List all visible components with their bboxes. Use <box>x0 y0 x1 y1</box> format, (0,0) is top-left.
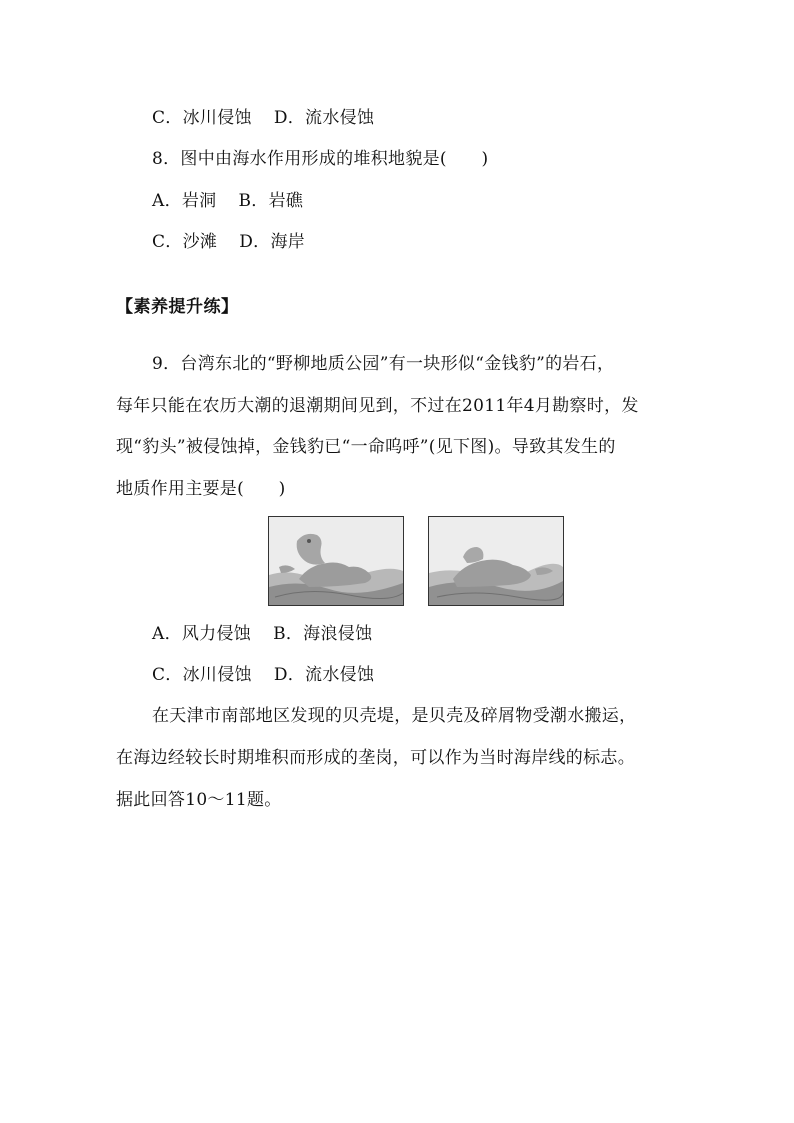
q8-option-c: C．沙滩 <box>152 232 218 252</box>
q9-stem-line-1: 9．台湾东北的“野柳地质公园”有一块形似“金钱豹”的岩石， <box>152 354 615 374</box>
q9-stem-line-4: 地质作用主要是( ) <box>116 479 286 499</box>
q9-stem-line-2: 每年只能在农历大潮的退潮期间见到，不过在2011年4月勘察时，发 <box>116 396 639 416</box>
q9-options-cd <box>152 663 374 687</box>
q9-option-c: C．冰川侵蚀 <box>152 665 252 685</box>
q8-options-cd <box>152 230 305 254</box>
passage-line-2: 在海边经较长时期堆积而形成的垄岗，可以作为当时海岸线的标志。 <box>116 748 635 768</box>
q9-stem-line-3: 现“豹头”被侵蚀掉，金钱豹已“一命呜呼”(见下图)。导致其发生的 <box>116 437 616 457</box>
q9-option-b: B．海浪侵蚀 <box>273 624 373 644</box>
q7-option-c: C．冰川侵蚀 <box>152 108 252 128</box>
q9-options-ab <box>152 622 372 646</box>
passage-line-3: 据此回答10～11题。 <box>116 790 282 810</box>
section-heading: 【素养提升练】 <box>116 297 239 317</box>
q9-option-d: D．流水侵蚀 <box>273 665 375 685</box>
q8-stem: 8．图中由海水作用形成的堆积地貌是( ) <box>152 149 489 169</box>
passage-line-1: 在天津市南部地区发现的贝壳堤，是贝壳及碎屑物受潮水搬运， <box>152 706 637 726</box>
q7-options-row <box>152 106 374 130</box>
q9-option-a: A．风力侵蚀 <box>152 624 252 644</box>
q8-option-b: B．岩礁 <box>238 191 304 211</box>
leopard-rock-photo-before <box>268 516 404 606</box>
q7-option-d: D．流水侵蚀 <box>273 108 375 128</box>
q8-options-ab <box>152 189 303 213</box>
q8-option-d: D．海岸 <box>239 232 306 252</box>
q8-option-a: A．岩洞 <box>152 191 217 211</box>
leopard-rock-photo-after <box>428 516 564 606</box>
